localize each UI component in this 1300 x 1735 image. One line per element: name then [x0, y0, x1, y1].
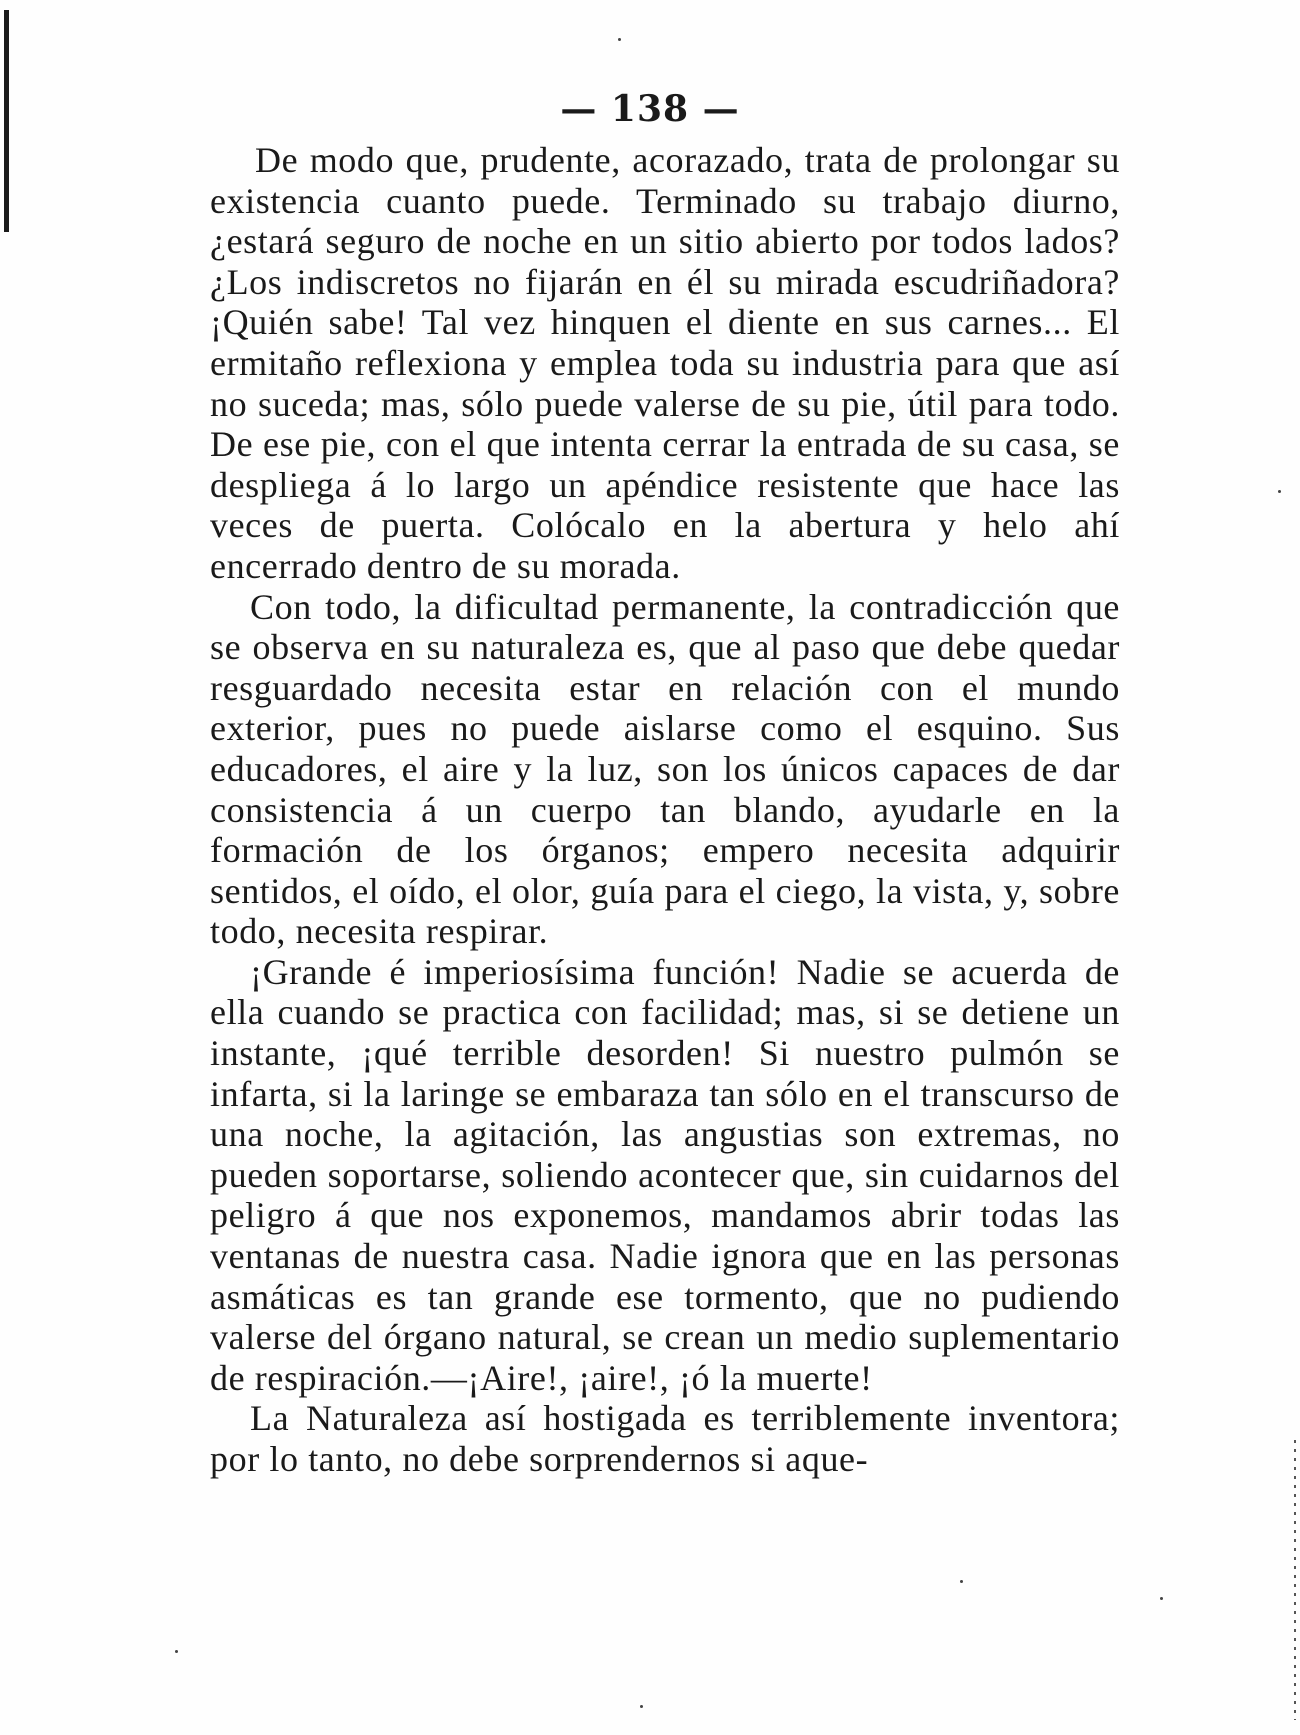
scan-edge-noise [1294, 1440, 1296, 1720]
paragraph-3: ¡Grande é imperiosísima función! Nadie se acuerda de ella cuando se practica con facilidad; mas, si se detiene un instante, ¡qué terrible desorden! Si nuestro pulmón se infarta, si la laringe se embaraza tan sólo en el transcurso de una noche, la agitación, las angustias son extremas, no pueden soportarse, soliendo acontecer que, sin cuidarnos del peligro á que nos exponemos, mandamos abrir todas las ventanas de nuestra casa. Nadie ignora que en las personas asmáticas es tan grande ese tormento, que no pudiendo valerse del órgano natural, se crean un medio suplementario de respiración.—¡Aire!, ¡aire!, ¡ó la muerte! [210, 951, 1120, 1398]
scan-speck [618, 38, 621, 41]
scan-speck [640, 1705, 643, 1708]
scan-speck [1278, 490, 1281, 493]
paragraph-4: La Naturaleza así hostigada es terriblemente inventora; por lo tanto, no debe sorprendernos si aque- [210, 1398, 1120, 1479]
page-number: — 138 — [560, 88, 740, 130]
scan-speck [175, 1650, 178, 1653]
scan-speck [960, 1580, 963, 1583]
paragraph-2: Con todo, la dificultad permanente, la contradicción que se observa en su naturaleza es, que al paso que debe quedar resguardado necesita estar en relación con el mundo exterior, pues no puede aislarse como el esquino. Sus educadores, el aire y la luz, son los únicos capaces de dar consistencia á un cuerpo tan blando, ayudarle en la formación de los órganos; empero necesita adquirir sentidos, el oído, el olor, guía para el ciego, la vista, y, sobre todo, necesita respirar. [210, 586, 1120, 952]
paragraph-1: De modo que, prudente, acorazado, trata de prolongar su existencia cuanto puede. Terminado su trabajo diurno, ¿estará seguro de noche en un sitio abierto por todos lados? ¿Los indiscretos no fijarán en él su mirada escudriñadora? ¡Quién sabe! Tal vez hinquen el diente en sus carnes... El ermitaño reflexiona y emplea toda su industria para que así no suceda; mas, sólo puede valerse de su pie, útil para todo. De ese pie, con el que intenta cerrar la entrada de su casa, se despliega á lo largo un apéndice resistente que hace las veces de puerta. Colócalo en la abertura y helo ahí encerrado dentro de su morada. [210, 140, 1120, 586]
body-text [210, 140, 1120, 1480]
scan-speck [1160, 1597, 1163, 1600]
